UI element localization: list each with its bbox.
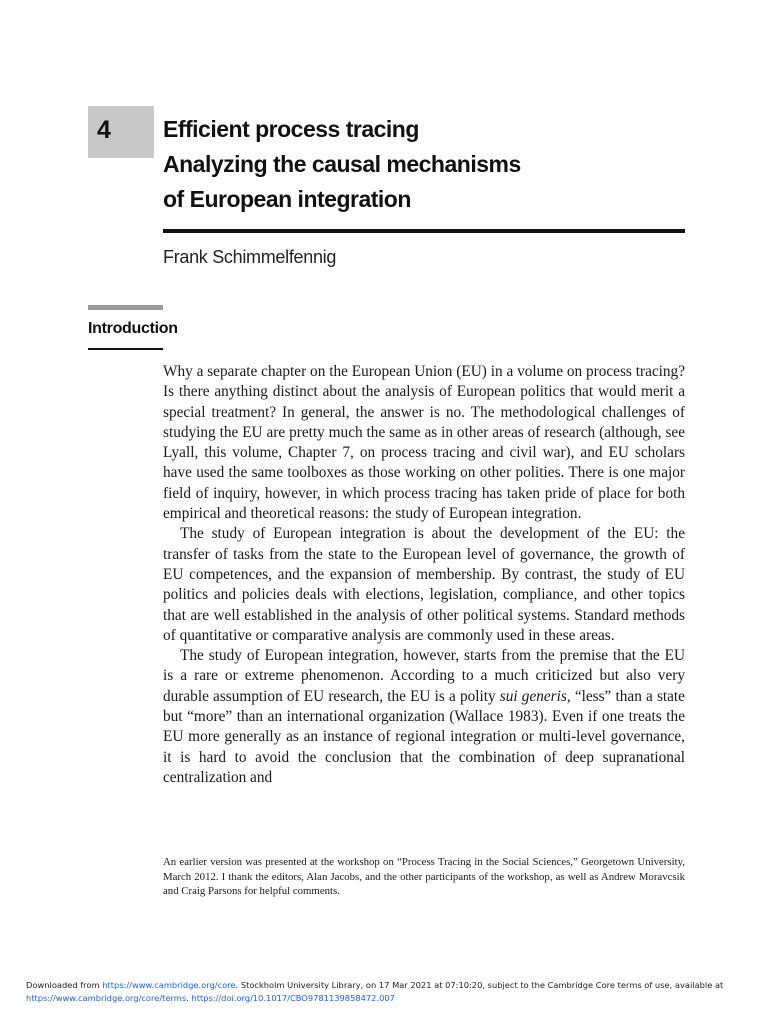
download-text: Downloaded from bbox=[26, 980, 103, 990]
paragraph bbox=[163, 646, 685, 788]
paragraph-text: , “less” than a state but “more” than an international organization (Wallace 1983). Even if one treats the EU more generally as an instance of regional integration or multi-level governance, it is hard to avoid the conclusion that the combination of deep supranational centralization and bbox=[163, 687, 685, 786]
section-marker-bar bbox=[88, 305, 163, 310]
doi-link[interactable]: https://doi.org/10.1017/CBO9781139858472.007 bbox=[191, 993, 395, 1003]
core-link[interactable]: https://www.cambridge.org/core bbox=[102, 980, 236, 990]
title-divider bbox=[163, 229, 685, 233]
footnote: An earlier version was presented at the workshop on “Process Tracing in the Social Sciences,” Georgetown University, March 2012. I thank the editors, Alan Jacobs, and the other participants of the workshop, as well as Andrew Moravcsik and Craig Parsons for helpful comments. bbox=[163, 856, 685, 897]
paragraph: Why a separate chapter on the European Union (EU) in a volume on process tracing? Is there anything distinct about the analysis of European politics that would merit a special treatment? In general, the answer is no. The methodological challenges of studying the EU are pretty much the same as in other areas of research (although, see Lyall, this volume, Chapter 7, on process tracing and civil war), and EU scholars have used the same toolboxes as those working on other polities. There is one major field of inquiry, however, in which process tracing has taken pride of place for both empirical and theoretical reasons: the study of European integration. bbox=[163, 363, 685, 523]
chapter-title bbox=[163, 112, 693, 217]
download-notice bbox=[26, 979, 756, 1005]
section-heading: Introduction bbox=[88, 320, 178, 337]
italic-term: sui generis bbox=[499, 687, 567, 705]
paragraph: The study of European integration is about the development of the EU: the transfer of tasks from the state to the European level of governance, the growth of EU competences, and the expansion of membership. By contrast, the study of EU politics and policies deals with elections, legislation, compliance, and other topics that are well established in the analysis of other political systems. Standard methods of quantitative or comparative analysis are commonly used in these areas. bbox=[163, 525, 685, 644]
paragraph-text: The study of European integration, however, starts from the premise that the EU is a rare or extreme phenomenon. According to a much criticized but also very durable assumption of EU research, the EU is a polity bbox=[163, 647, 685, 705]
terms-link[interactable]: https://www.cambridge.org/core/terms bbox=[26, 993, 187, 1003]
chapter-subtitle-line: Analyzing the causal mechanisms bbox=[163, 151, 521, 177]
chapter-subtitle-line: of European integration bbox=[163, 186, 411, 212]
chapter-title-line: Efficient process tracing bbox=[163, 116, 419, 142]
chapter-number: 4 bbox=[97, 116, 111, 144]
author-name: Frank Schimmelfennig bbox=[163, 247, 337, 267]
chapter-number-box bbox=[88, 106, 154, 158]
body-text bbox=[163, 362, 685, 788]
download-text: . Stockholm University Library, on 17 Mar 2021 at 07:10:20, subject to the Cambridge Core terms of use, available at bbox=[235, 980, 724, 990]
download-text: . bbox=[186, 993, 192, 1003]
section-divider bbox=[88, 348, 163, 350]
